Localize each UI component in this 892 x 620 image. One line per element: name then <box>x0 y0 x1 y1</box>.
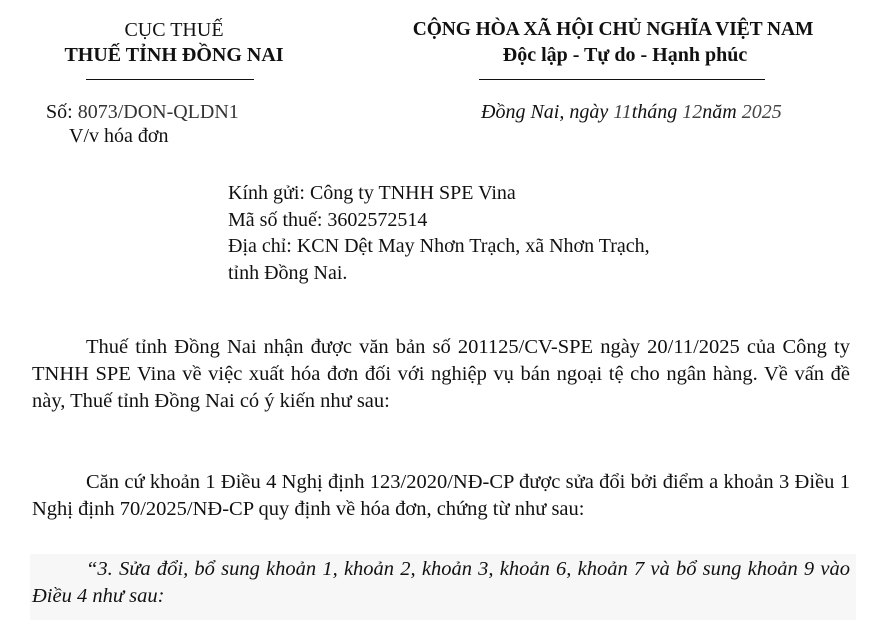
recipient-tax-code: Mã số thuế: 3602572514 <box>228 208 428 231</box>
date-year-label: năm <box>702 101 742 123</box>
document-subject: V/v hóa đơn <box>69 125 169 147</box>
recipient-address-line2: tỉnh Đồng Nai. <box>228 261 348 284</box>
agency-underline <box>86 79 254 80</box>
body-paragraph-1 <box>32 334 850 416</box>
agency-parent: CỤC THUẾ <box>124 19 224 41</box>
recipient-block <box>228 180 650 286</box>
paragraph-text: Thuế tỉnh Đồng Nai nhận được văn bản số 201125/CV-SPE ngày 20/11/2025 của Công ty TNHH SPE Vina về việc xuất hóa đơn đối với nghiệp vụ bán ngoại tệ cho ngân hàng. Về vấn đề này, Thuế tỉnh Đồng Nai có ý kiến như sau: <box>32 336 850 413</box>
document-number-value: 8073/DON-QLDN1 <box>77 101 239 123</box>
recipient-to: Kính gửi: Công ty TNHH SPE Vina <box>228 182 516 204</box>
date-place: Đồng Nai, ngày <box>481 101 614 123</box>
quote-text: “3. Sửa đổi, bổ sung khoản 1, khoản 2, khoản 3, khoản 6, khoản 7 và bổ sung khoản 9 vào Điều 4 như sau: <box>32 558 850 608</box>
date-month-label: tháng <box>631 101 683 123</box>
document-number-label: Số: <box>46 101 78 123</box>
issue-date <box>481 100 782 124</box>
motto-underline <box>479 79 765 80</box>
recipient-address-line1: Địa chỉ: KCN Dệt May Nhơn Trạch, xã Nhơn Trạch, <box>228 235 650 257</box>
date-day: 11 <box>613 101 632 123</box>
national-title: CỘNG HÒA XÃ HỘI CHỦ NGHĨA VIỆT NAM <box>412 19 814 40</box>
body-paragraph-2 <box>32 469 850 523</box>
paragraph-text: Căn cứ khoản 1 Điều 4 Nghị định 123/2020/NĐ-CP được sửa đổi bởi điểm a khoản 3 Điều 1 Nghị định 70/2025/NĐ-CP quy định về hóa đơn, chứng từ như sau: <box>32 471 850 521</box>
document-number <box>46 100 239 124</box>
date-year: 2025 <box>741 101 782 123</box>
agency-name: THUẾ TỈNH ĐỒNG NAI <box>64 44 284 66</box>
national-motto: Độc lập - Tự do - Hạnh phúc <box>502 44 748 66</box>
date-month: 12 <box>682 101 703 123</box>
quoted-paragraph <box>32 556 850 610</box>
